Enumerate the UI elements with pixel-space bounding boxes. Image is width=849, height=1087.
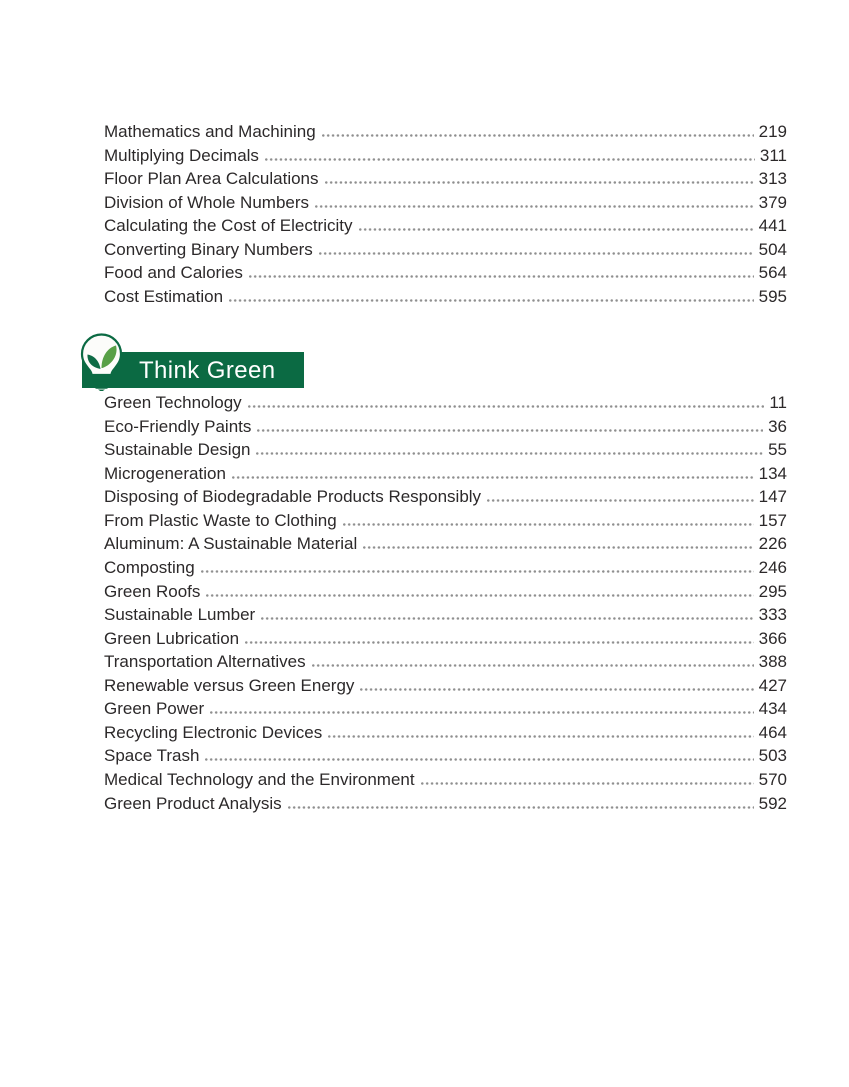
toc-entry-title: Disposing of Biodegradable Products Responsibly (104, 487, 482, 507)
toc-entry-title: Green Power (104, 699, 205, 719)
dot-leader-icon (232, 476, 754, 479)
dot-leader-icon (343, 523, 754, 526)
toc-entry (104, 391, 787, 415)
toc-entry-title: Microgeneration (104, 463, 226, 483)
toc-entry-page: 592 (758, 793, 787, 813)
toc-entry (104, 214, 787, 238)
toc-entry-title: From Plastic Waste to Clothing (104, 510, 337, 530)
toc-entry-page: 226 (758, 534, 787, 554)
toc-entry-page: 366 (758, 628, 787, 648)
toc-entry-title: Division of Whole Numbers (104, 192, 310, 212)
dot-leader-icon (265, 158, 755, 161)
dot-leader-icon (261, 617, 753, 620)
toc-entry-title: Floor Plan Area Calculations (104, 169, 319, 189)
toc-entry-title: Green Lubrication (104, 628, 240, 648)
toc-entry-title: Sustainable Design (104, 440, 251, 460)
toc-entry-page: 333 (758, 605, 787, 625)
dot-leader-icon (363, 546, 753, 549)
toc-entry-title: Mathematics and Machining (104, 122, 316, 141)
toc-entry-page: 11 (769, 393, 787, 412)
toc-entry (104, 721, 787, 745)
toc-entry-title: Cost Estimation (104, 286, 224, 306)
toc-entry-title: Multiplying Decimals (104, 145, 259, 165)
dot-leader-icon (205, 758, 753, 761)
toc-entry-page: 147 (758, 487, 787, 507)
toc-entry (104, 744, 787, 768)
toc-entry-title: Medical Technology and the Environment (104, 770, 415, 789)
toc-entry-page: 441 (758, 216, 787, 236)
toc-entry-title: Space Trash (104, 746, 200, 766)
toc-entry (104, 674, 787, 698)
toc-entry (104, 462, 787, 486)
toc-entry-page: 434 (758, 699, 787, 719)
dot-leader-icon (201, 570, 754, 573)
toc-entry-page: 157 (758, 510, 787, 530)
toc-entry-title: Calculating the Cost of Electricity (104, 216, 353, 236)
lightbulb-leaf-icon (79, 333, 124, 391)
toc-entry-page: 36 (768, 416, 787, 436)
toc-entry (104, 627, 787, 651)
toc-entry-page: 595 (758, 286, 787, 306)
toc-entry-title: Recycling Electronic Devices (104, 722, 323, 742)
toc-entry-title: Composting (104, 557, 195, 577)
toc-entry (104, 238, 787, 262)
toc-entry-page: 388 (758, 652, 787, 672)
toc-entry-title: Green Technology (104, 393, 242, 412)
dot-leader-icon (421, 782, 754, 785)
dot-leader-icon (328, 735, 753, 738)
toc-entry-page: 55 (768, 440, 787, 460)
toc-entry-page: 570 (758, 770, 787, 789)
toc-entry-title: Converting Binary Numbers (104, 239, 313, 259)
toc-entry (104, 438, 787, 462)
toc-entry (104, 285, 787, 309)
toc-entry (104, 261, 787, 285)
toc-entry-page: 504 (758, 239, 787, 259)
dot-leader-icon (360, 688, 753, 691)
dot-leader-icon (249, 275, 754, 278)
toc-entry (104, 697, 787, 721)
toc-entry-page: 311 (759, 145, 787, 165)
dot-leader-icon (325, 181, 754, 184)
toc-entry (104, 415, 787, 439)
toc-entry (104, 485, 787, 509)
dot-leader-icon (206, 594, 753, 597)
toc-entry (104, 144, 787, 168)
toc-entry-page: 219 (758, 122, 787, 141)
dot-leader-icon (315, 205, 754, 208)
dot-leader-icon (359, 228, 754, 231)
toc-entry-title: Renewable versus Green Energy (104, 675, 355, 695)
toc-entry (104, 792, 787, 816)
dot-leader-icon (256, 452, 763, 455)
toc-entry (104, 120, 787, 144)
toc-entry (104, 191, 787, 215)
dot-leader-icon (319, 252, 754, 255)
dot-leader-icon (257, 429, 763, 432)
dot-leader-icon (312, 664, 754, 667)
dot-leader-icon (210, 711, 753, 714)
toc-entry (104, 556, 787, 580)
toc-entry-page: 313 (758, 169, 787, 189)
toc-entry (104, 509, 787, 533)
toc-entry-title: Aluminum: A Sustainable Material (104, 534, 358, 554)
toc-entry-page: 564 (758, 263, 787, 283)
toc-list-continuation (104, 120, 787, 309)
toc-entry-page: 379 (758, 192, 787, 212)
toc-list-think-green (104, 391, 787, 815)
toc-entry (104, 580, 787, 604)
toc-entry (104, 768, 787, 792)
dot-leader-icon (288, 806, 754, 809)
toc-entry-page: 134 (758, 463, 787, 483)
toc-entry (104, 532, 787, 556)
dot-leader-icon (245, 641, 753, 644)
toc-entry-page: 427 (758, 675, 787, 695)
banner-title: Think Green (139, 356, 276, 384)
dot-leader-icon (487, 499, 754, 502)
dot-leader-icon (248, 405, 765, 408)
toc-entry-title: Green Product Analysis (104, 793, 282, 813)
toc-entry-title: Food and Calories (104, 263, 243, 283)
toc-entry-title: Transportation Alternatives (104, 652, 306, 672)
toc-entry-title: Eco-Friendly Paints (104, 416, 252, 436)
think-green-banner (82, 352, 304, 388)
toc-entry-title: Green Roofs (104, 581, 201, 601)
toc-entry (104, 650, 787, 674)
toc-entry-page: 503 (758, 746, 787, 766)
dot-leader-icon (229, 299, 754, 302)
toc-entry-page: 246 (758, 557, 787, 577)
toc-entry-page: 295 (758, 581, 787, 601)
dot-leader-icon (322, 134, 754, 137)
toc-entry-title: Sustainable Lumber (104, 605, 256, 625)
toc-entry (104, 603, 787, 627)
toc-entry-page: 464 (758, 722, 787, 742)
toc-entry (104, 167, 787, 191)
